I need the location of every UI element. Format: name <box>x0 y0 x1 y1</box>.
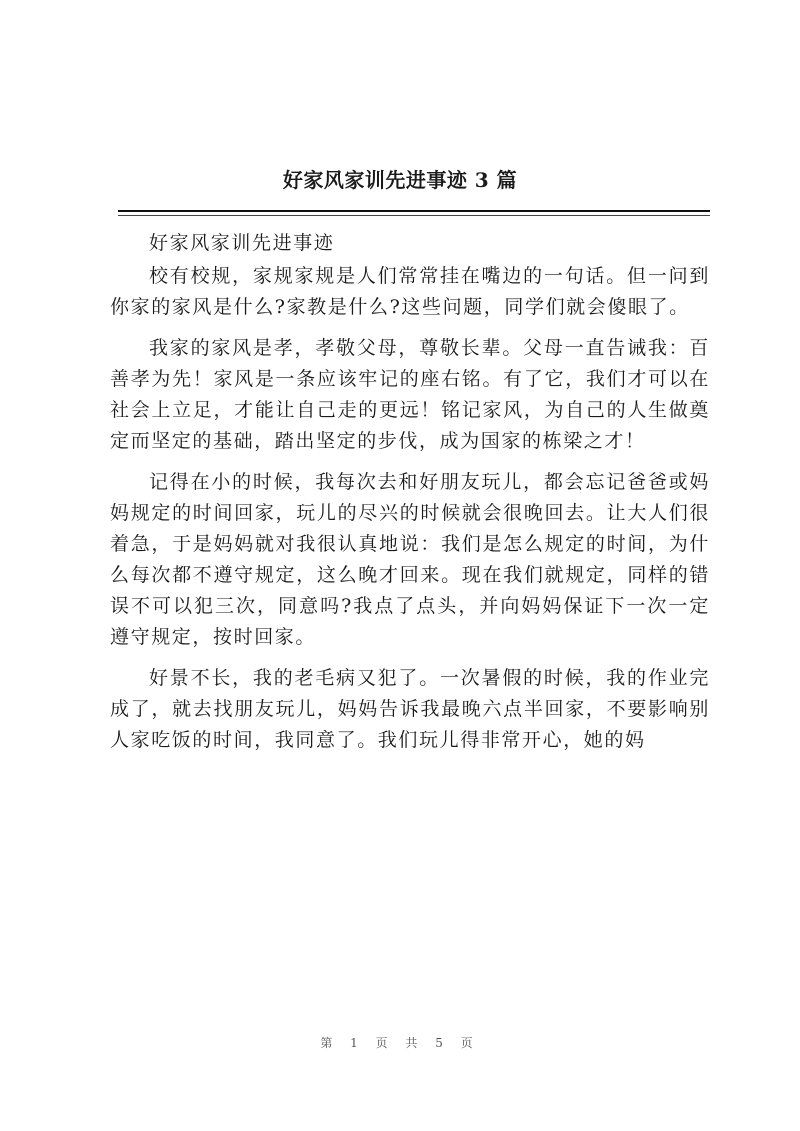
paragraph-spacer <box>110 653 710 663</box>
paragraph-1: 校有校规，家规家规是人们常常挂在嘴边的一句话。但一问到你家的家风是什么?家教是什么?这些问题，同学们就会傻眼了。 <box>110 265 710 318</box>
paragraph-spacer <box>110 323 710 333</box>
section-heading: 好家风家训先进事迹 <box>149 232 335 254</box>
page-footer: 第 1 页 共 5 页 <box>320 1036 480 1050</box>
paragraph-3: 记得在小的时候，我每次去和好朋友玩儿，都会忘记爸爸或妈妈规定的时间回家，玩儿的尽兴的时候就会很晚回去。让大人们很着急，于是妈妈就对我很认真地说：我们是怎么规定的时间，为什么每次都不遵守规定，这么晚才回来。现在我们就规定，同样的错误不可以犯三次，同意吗?我点了点头，并向妈妈保证下一次一定遵守规定，按时回家。 <box>110 471 710 648</box>
title-divider <box>118 210 710 212</box>
title-divider-thin <box>118 215 710 216</box>
paragraph-2: 我家的家风是孝，孝敬父母，尊敬长辈。父母一直告诫我：百善孝为先！家风是一条应该牢记的座右铭。有了它，我们才可以在社会上立足，才能让自己走的更远！铭记家风，为自己的人生做奠定而坚定的基础，踏出坚定的步伐，成为国家的栋梁之才！ <box>110 337 710 452</box>
paragraph-spacer <box>110 457 710 467</box>
page-title: 好家风家训先进事迹 3 篇 <box>282 168 518 192</box>
paragraph-4: 好景不长，我的老毛病又犯了。一次暑假的时候，我的作业完成了，就去找朋友玩儿，妈妈告诉我最晚六点半回家，不要影响别人家吃饭的时间，我同意了。我们玩儿得非常开心，她的妈 <box>110 667 710 751</box>
document-body <box>110 228 710 756</box>
